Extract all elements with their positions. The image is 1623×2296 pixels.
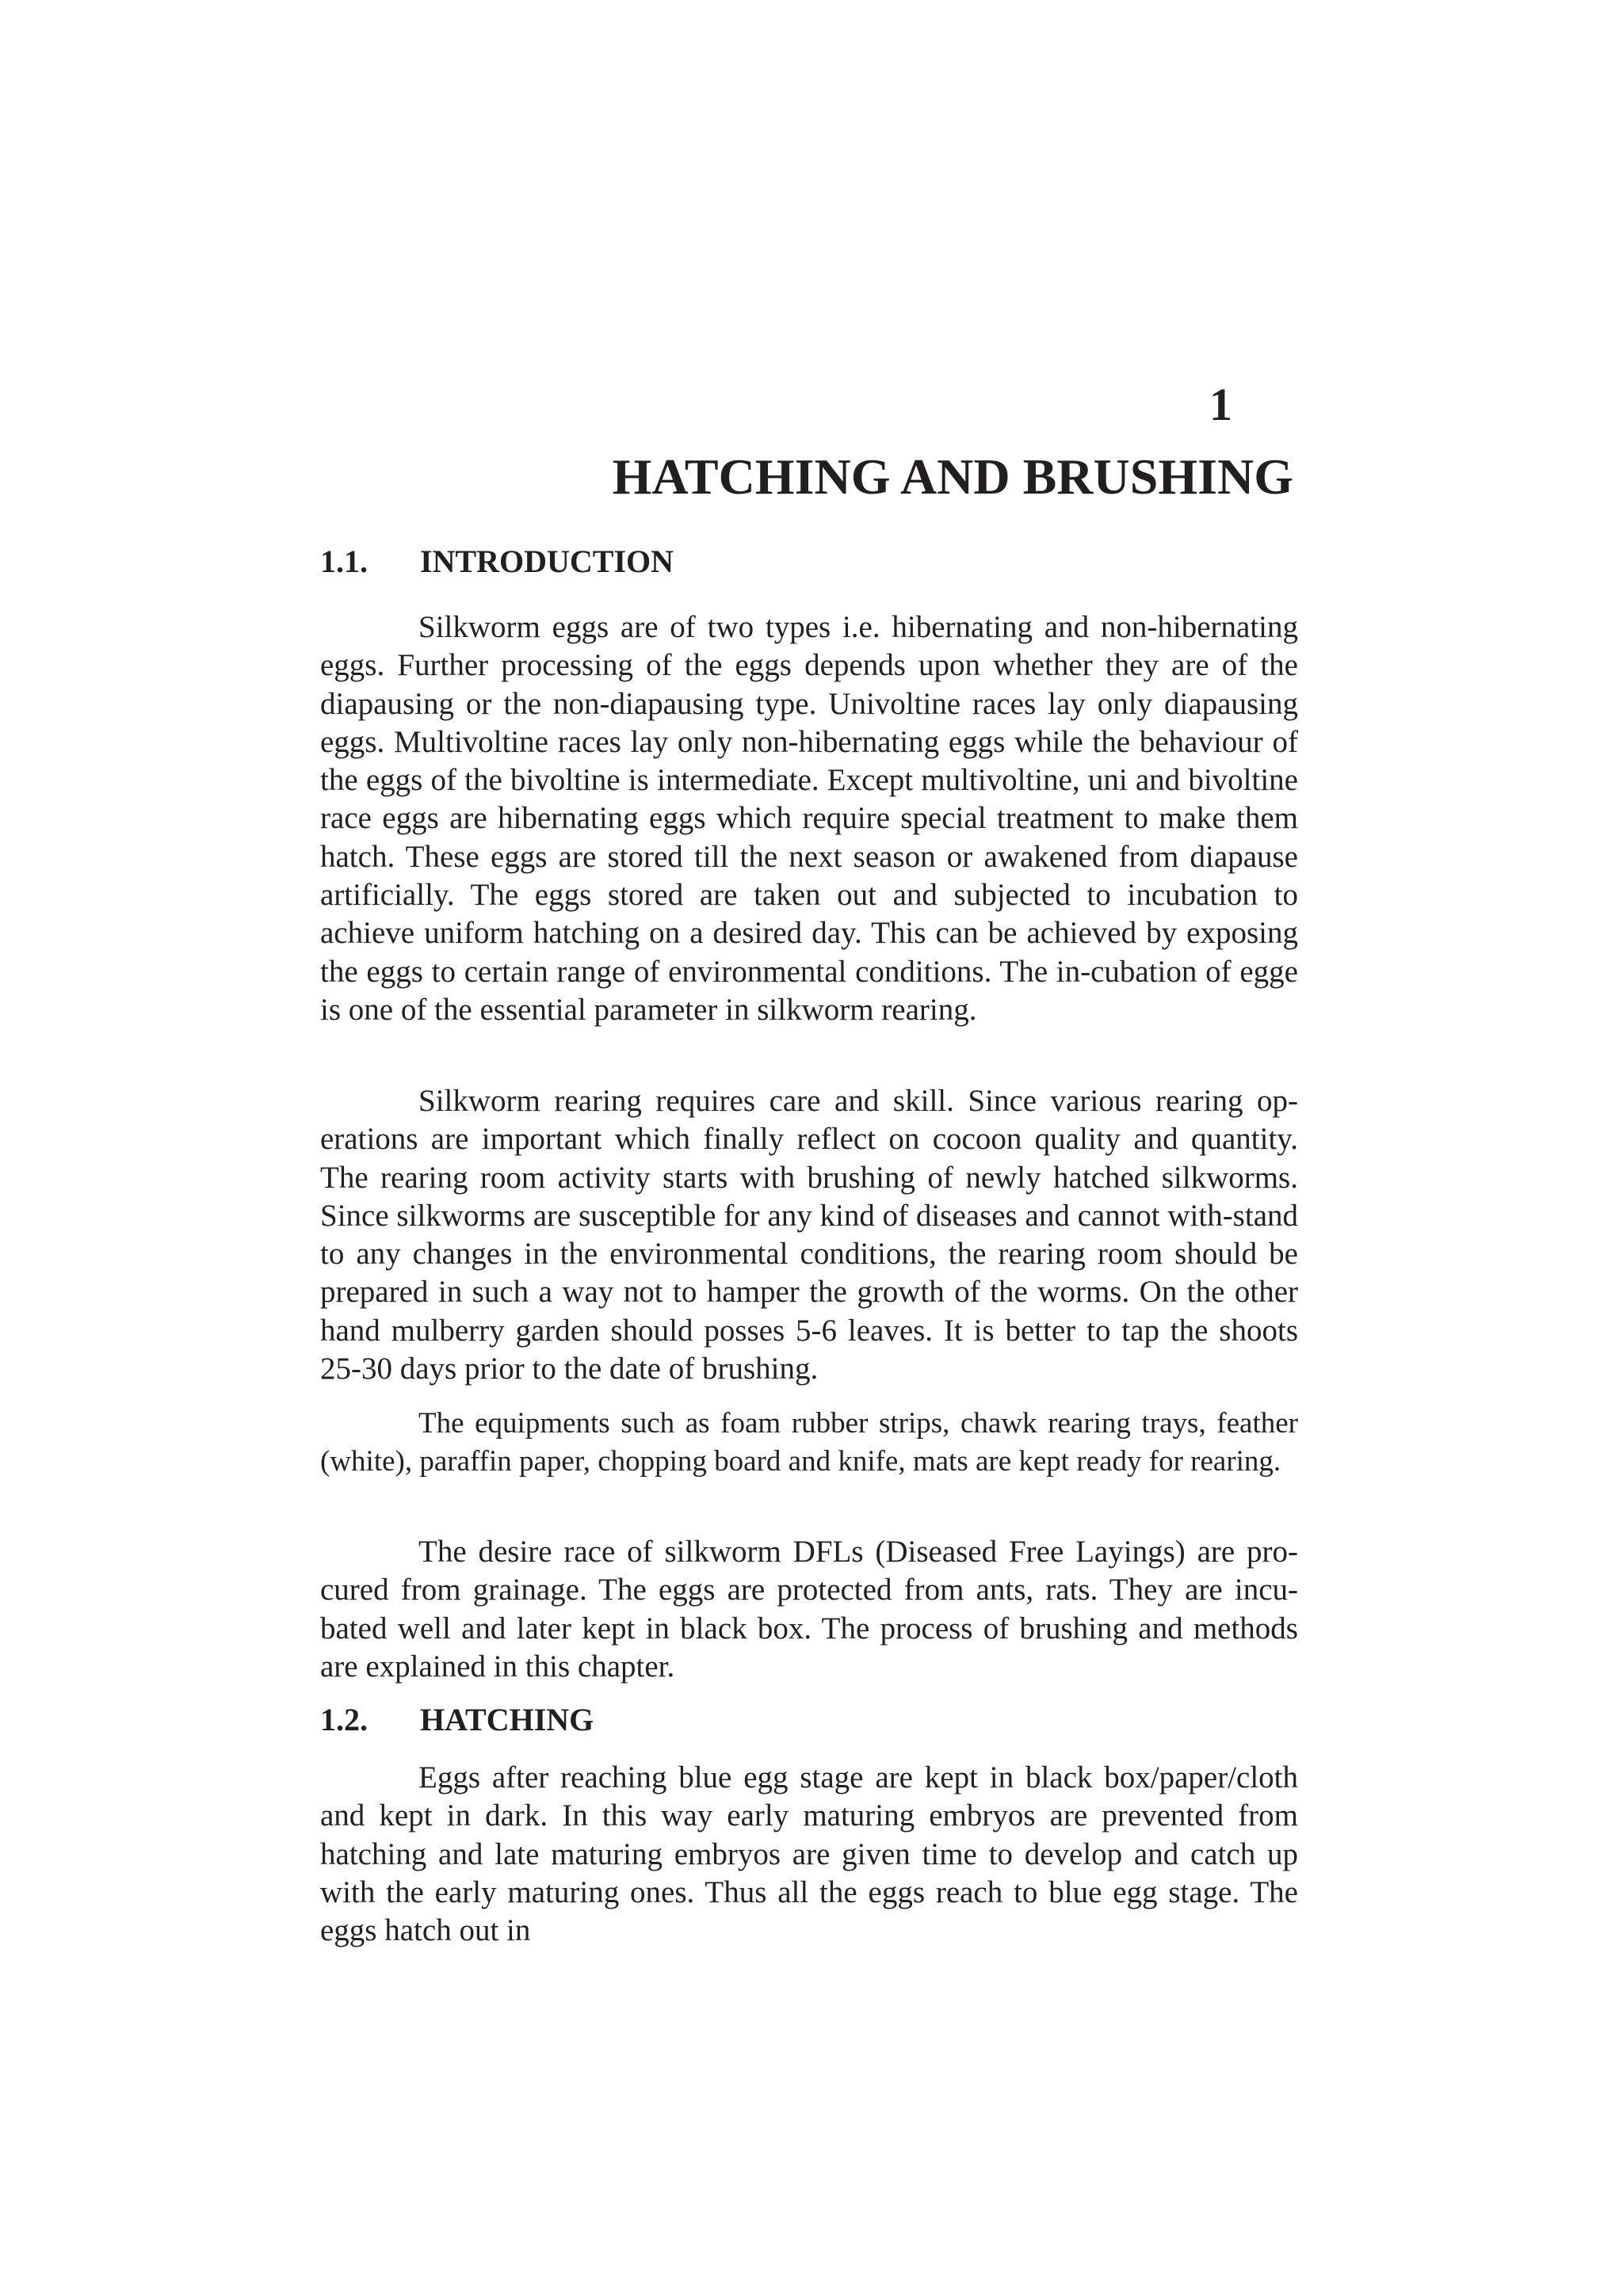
paragraph-egg-types: Silkworm eggs are of two types i.e. hibernating and non-hibernating eggs. Further processing of the eggs depends upon whether they are of the diapausing or the non-diapausing type. Univoltine races lay only diapausing eggs. Multivoltine races lay only non-hibernating eggs while the behaviour of the eggs of the bivoltine is intermediate. Except multivoltine, uni and bivoltine race eggs are hibernating eggs which require special treatment to make them hatch. These eggs are stored till the next season or awakened from diapause artificially. The eggs stored are taken out and subjected to incubation to achieve uniform hatching on a desired day. This can be achieved by exposing the eggs to certain range of environmental conditions. The in-cubation of egge is one of the essential parameter in silkworm rearing. [320, 610, 1298, 1027]
section-title: INTRODUCTION [420, 543, 674, 579]
section-heading-introduction [320, 543, 1298, 581]
paragraph-equipments: The equipments such as foam rubber strips, chawk rearing trays, feather (white), paraffin paper, chopping board and knife, mats are kept ready for rearing. [320, 1407, 1298, 1478]
paragraph-dfls: The desire race of silkworm DFLs (Diseased Free Layings) are pro-cured from grainage. The eggs are protected from ants, rats. They are incu-bated well and later kept in black box. The process of brushing and methods are explained in this chapter. [320, 1535, 1298, 1684]
section-heading-hatching [320, 1701, 1298, 1739]
section-number: 1.2. [320, 1702, 368, 1737]
section-number: 1.1. [320, 543, 368, 579]
chapter-title: HATCHING AND BRUSHING [612, 448, 1293, 505]
section-title: HATCHING [420, 1702, 594, 1737]
paragraph-blue-egg-stage: Eggs after reaching blue egg stage are kept in black box/paper/cloth and kept in dark. In this way early maturing embryos are prevented from hatching and late maturing embryos are given time to develop and catch up with the early maturing ones. Thus all the eggs reach to blue egg stage. The eggs hatch out in [320, 1760, 1298, 1948]
chapter-number: 1 [1209, 379, 1232, 430]
paragraph-rearing-care: Silkworm rearing requires care and skill. Since various rearing op-erations are important which finally reflect on cocoon quality and quantity. The rearing room activity starts with brushing of newly hatched silkworms. Since silkworms are susceptible for any kind of diseases and cannot with-stand to any changes in the environmental conditions, the rearing room should be prepared in such a way not to hamper the growth of the worms. On the other hand mulberry garden should posses 5-6 leaves. It is better to tap the shoots 25-30 days prior to the date of brushing. [320, 1084, 1298, 1386]
